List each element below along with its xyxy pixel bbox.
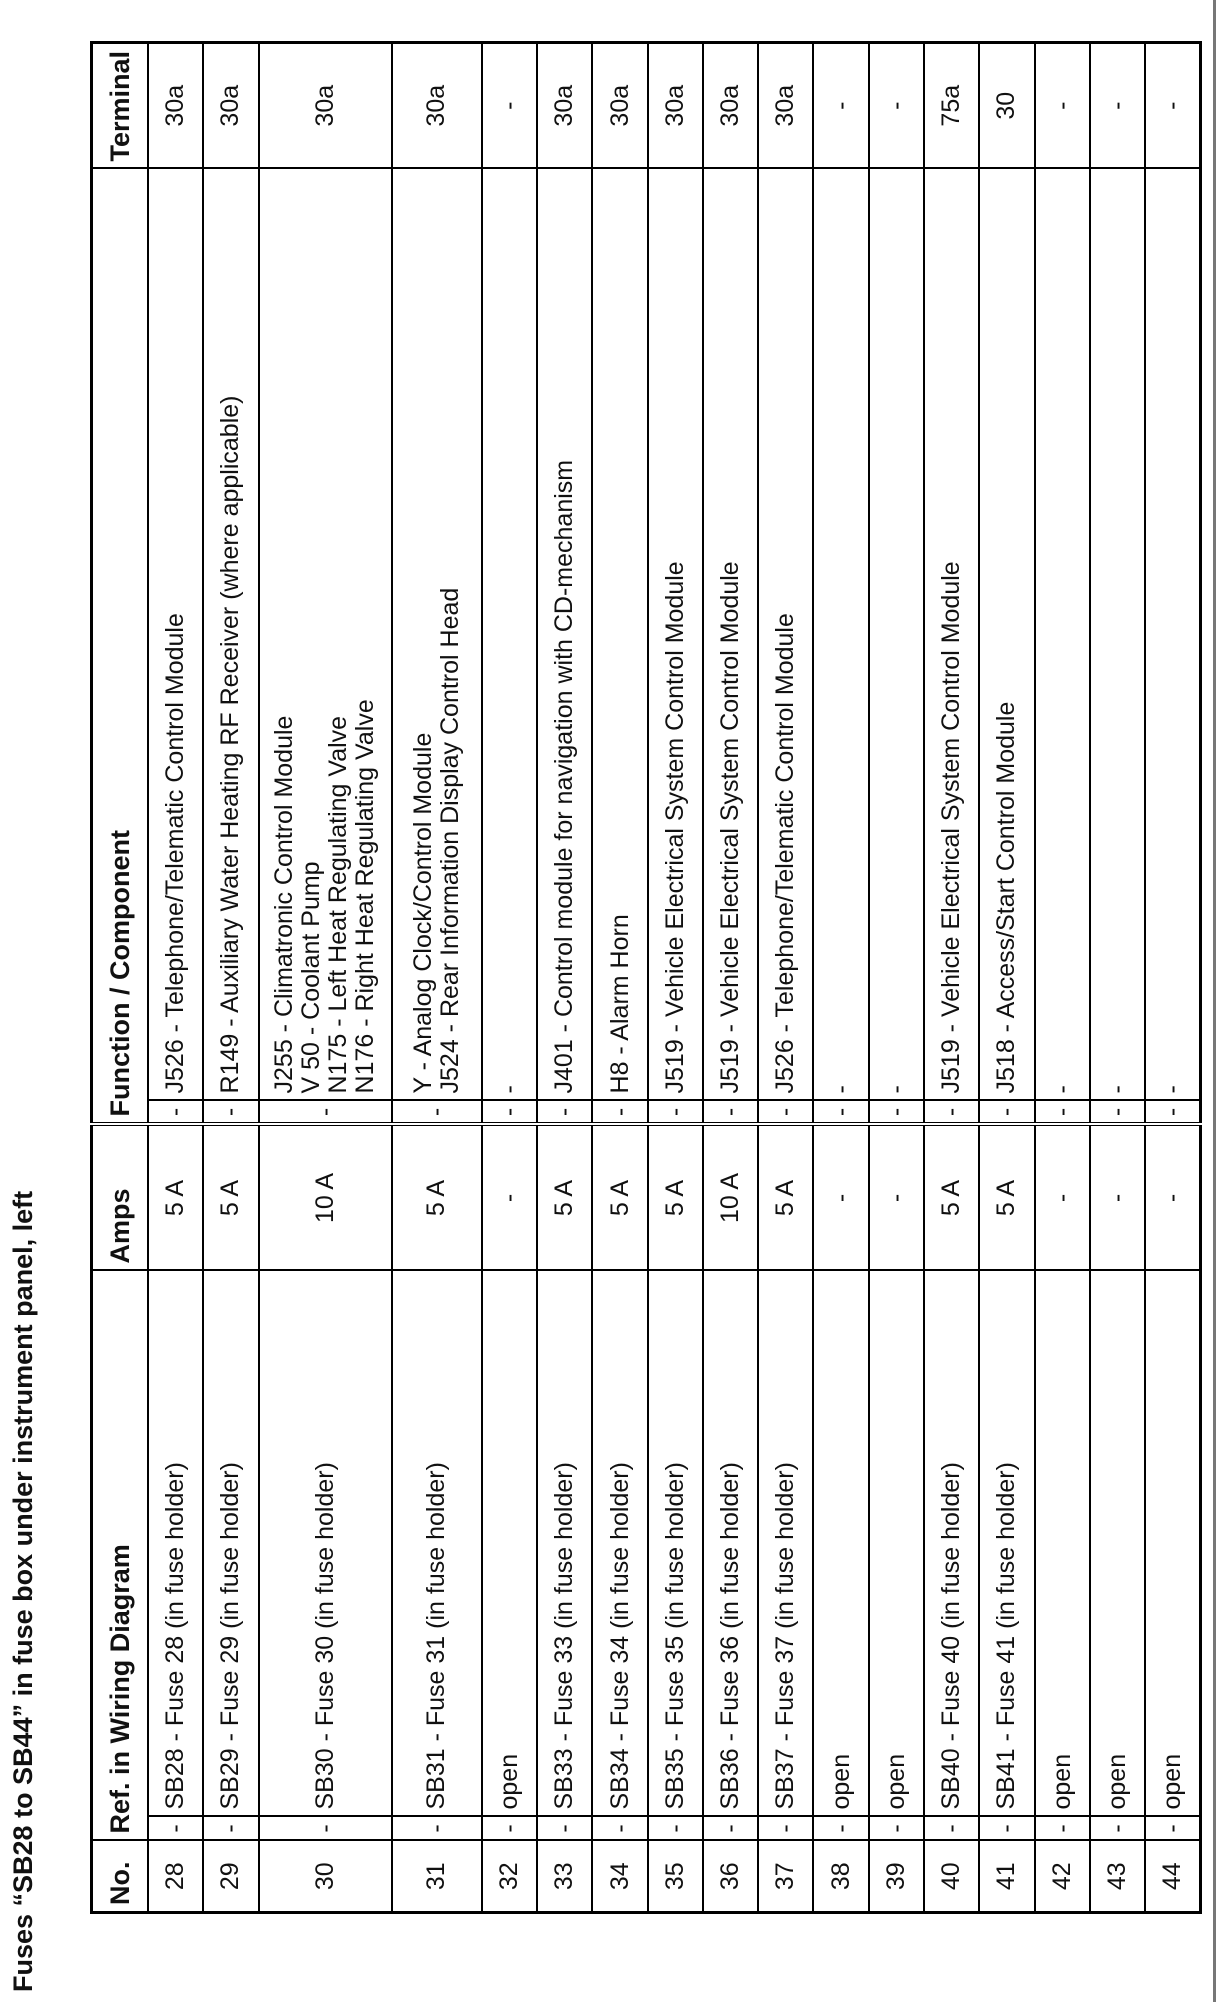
wiring-diagram-ref: SB28 - Fuse 28 (in fuse holder) <box>148 1270 203 1816</box>
wiring-diagram-ref: SB29 - Fuse 29 (in fuse holder) <box>203 1270 258 1816</box>
fuse-number: 36 <box>703 1841 758 1913</box>
function-component <box>1035 168 1090 1100</box>
function-line: Y - Analog Clock/Control Module <box>408 732 437 1094</box>
fuse-number: 33 <box>537 1841 592 1913</box>
function-component <box>537 168 592 1100</box>
terminal: 30a <box>259 42 392 168</box>
function-line: J519 - Vehicle Electrical System Control Module <box>716 561 745 1094</box>
table-row <box>758 42 813 1912</box>
table-row <box>203 42 258 1912</box>
dash-separator: - <box>813 1100 868 1124</box>
function-component <box>259 168 392 1100</box>
dash-separator: - <box>259 1100 392 1124</box>
dash-separator: - <box>869 1100 924 1124</box>
function-line: N175 - Left Heat Regulating Valve <box>324 715 353 1094</box>
dash-separator: - <box>1090 1100 1145 1124</box>
function-component <box>392 168 482 1100</box>
wiring-diagram-ref: SB37 - Fuse 37 (in fuse holder) <box>758 1270 813 1816</box>
fuse-number: 39 <box>869 1841 924 1913</box>
header-amps: Amps <box>92 1124 149 1270</box>
wiring-diagram-ref: open <box>813 1270 868 1816</box>
terminal: 30a <box>148 42 203 168</box>
dash-separator: - <box>979 1817 1034 1841</box>
dash-separator: - <box>537 1100 592 1124</box>
dash-separator: - <box>703 1100 758 1124</box>
fuse-number: 32 <box>482 1841 537 1913</box>
wiring-diagram-ref: SB35 - Fuse 35 (in fuse holder) <box>648 1270 703 1816</box>
function-component <box>592 168 647 1100</box>
header-ref: Ref. in Wiring Diagram <box>92 1270 149 1840</box>
terminal: 30a <box>392 42 482 168</box>
function-component <box>148 168 203 1100</box>
dash-separator: - <box>758 1817 813 1841</box>
dash-separator: - <box>758 1100 813 1124</box>
table-row <box>869 42 924 1912</box>
amperage: 5 A <box>758 1124 813 1270</box>
wiring-diagram-ref: SB41 - Fuse 41 (in fuse holder) <box>979 1270 1034 1816</box>
wiring-diagram-ref: open <box>1145 1270 1200 1816</box>
dash-separator: - <box>1035 1100 1090 1124</box>
function-line: H8 - Alarm Horn <box>605 914 634 1094</box>
amperage: - <box>869 1124 924 1270</box>
table-row <box>592 42 647 1912</box>
amperage: 5 A <box>392 1124 482 1270</box>
amperage: 5 A <box>648 1124 703 1270</box>
function-component <box>648 168 703 1100</box>
function-line: J526 - Telephone/Telematic Control Module <box>771 613 800 1094</box>
function-line: R149 - Auxiliary Water Heating RF Receiver (where applicable) <box>216 395 245 1094</box>
amperage: - <box>1035 1124 1090 1270</box>
amperage: - <box>1090 1124 1145 1270</box>
table-row <box>482 42 537 1912</box>
fuse-number: 44 <box>1145 1841 1200 1913</box>
fuse-number: 31 <box>392 1841 482 1913</box>
dash-separator: - <box>648 1100 703 1124</box>
amperage: 10 A <box>703 1124 758 1270</box>
amperage: 5 A <box>592 1124 647 1270</box>
table-body <box>148 42 1201 1912</box>
terminal: 30 <box>979 42 1034 168</box>
amperage: 5 A <box>979 1124 1034 1270</box>
wiring-diagram-ref: SB36 - Fuse 36 (in fuse holder) <box>703 1270 758 1816</box>
function-line: V 50 - Coolant Pump <box>297 861 326 1094</box>
terminal: 30a <box>537 42 592 168</box>
wiring-diagram-ref: open <box>482 1270 537 1816</box>
table-row <box>1035 42 1090 1912</box>
function-component <box>813 168 868 1100</box>
terminal: - <box>1145 42 1200 168</box>
terminal: 75a <box>924 42 979 168</box>
function-line: - <box>1158 1085 1187 1094</box>
function-component <box>203 168 258 1100</box>
amperage: - <box>813 1124 868 1270</box>
fuse-table <box>90 41 1202 1914</box>
function-component <box>703 168 758 1100</box>
dash-separator: - <box>1145 1100 1200 1124</box>
amperage: 10 A <box>259 1124 392 1270</box>
amperage: 5 A <box>537 1124 592 1270</box>
terminal: - <box>813 42 868 168</box>
dash-separator: - <box>703 1817 758 1841</box>
fuse-number: 28 <box>148 1841 203 1913</box>
function-component <box>1090 168 1145 1100</box>
dash-separator: - <box>592 1100 647 1124</box>
terminal: 30a <box>203 42 258 168</box>
fuse-number: 42 <box>1035 1841 1090 1913</box>
table-row <box>813 42 868 1912</box>
dash-separator: - <box>869 1817 924 1841</box>
dash-separator: - <box>648 1817 703 1841</box>
fuse-number: 40 <box>924 1841 979 1913</box>
fuse-number: 34 <box>592 1841 647 1913</box>
dash-separator: - <box>924 1817 979 1841</box>
dash-separator: - <box>392 1100 482 1124</box>
header-function: Function / Component <box>92 168 149 1124</box>
dash-separator: - <box>924 1100 979 1124</box>
function-line: J519 - Vehicle Electrical System Control Module <box>937 561 966 1094</box>
function-line: J524 - Rear Information Display Control Head <box>435 587 464 1094</box>
wiring-diagram-ref: SB40 - Fuse 40 (in fuse holder) <box>924 1270 979 1816</box>
function-line: - <box>826 1085 855 1094</box>
header-no: No. <box>92 1841 149 1913</box>
terminal: 30a <box>592 42 647 168</box>
function-component <box>482 168 537 1100</box>
fuse-number: 35 <box>648 1841 703 1913</box>
amperage: 5 A <box>203 1124 258 1270</box>
table-row <box>703 42 758 1912</box>
wiring-diagram-ref: open <box>1090 1270 1145 1816</box>
function-line: J255 - Climatronic Control Module <box>270 715 299 1094</box>
function-component <box>979 168 1034 1100</box>
dash-separator: - <box>482 1817 537 1841</box>
function-line: - <box>495 1085 523 1094</box>
function-line: - <box>1102 1085 1131 1094</box>
table-row <box>924 42 979 1912</box>
terminal: - <box>482 42 537 168</box>
dash-separator: - <box>482 1100 537 1124</box>
table-row <box>537 42 592 1912</box>
terminal: - <box>1090 42 1145 168</box>
function-line: J518 - Access/Start Control Module <box>992 701 1021 1094</box>
table-row <box>979 42 1034 1912</box>
table-row <box>148 42 203 1912</box>
dash-separator: - <box>1145 1817 1200 1841</box>
dash-separator: - <box>203 1817 258 1841</box>
wiring-diagram-ref: SB31 - Fuse 31 (in fuse holder) <box>392 1270 482 1816</box>
function-line: J401 - Control module for navigation with CD-mechanism <box>550 459 579 1094</box>
dash-separator: - <box>148 1100 203 1124</box>
amperage: - <box>482 1124 537 1270</box>
terminal: - <box>1035 42 1090 168</box>
amperage: - <box>1145 1124 1200 1270</box>
function-component <box>924 168 979 1100</box>
wiring-diagram-ref: SB34 - Fuse 34 (in fuse holder) <box>592 1270 647 1816</box>
dash-separator: - <box>203 1100 258 1124</box>
terminal: 30a <box>758 42 813 168</box>
fuse-number: 38 <box>813 1841 868 1913</box>
wiring-diagram-ref: open <box>1035 1270 1090 1816</box>
function-line: J519 - Vehicle Electrical System Control Module <box>660 561 689 1094</box>
fuse-number: 30 <box>259 1841 392 1913</box>
function-component <box>1145 168 1200 1100</box>
function-line: N176 - Right Heat Regulating Valve <box>351 699 380 1094</box>
fuse-number: 43 <box>1090 1841 1145 1913</box>
terminal: 30a <box>648 42 703 168</box>
dash-separator: - <box>813 1817 868 1841</box>
dash-separator: - <box>979 1100 1034 1124</box>
table-row <box>1090 42 1145 1912</box>
function-component <box>758 168 813 1100</box>
function-line: - <box>1047 1085 1076 1094</box>
table-row <box>648 42 703 1912</box>
dash-separator: - <box>592 1817 647 1841</box>
dash-separator: - <box>148 1817 203 1841</box>
header-terminal: Terminal <box>92 42 149 168</box>
dash-separator: - <box>1090 1817 1145 1841</box>
fuse-number: 29 <box>203 1841 258 1913</box>
wiring-diagram-ref: SB30 - Fuse 30 (in fuse holder) <box>259 1270 392 1816</box>
terminal: - <box>869 42 924 168</box>
dash-separator: - <box>537 1817 592 1841</box>
fuse-number: 41 <box>979 1841 1034 1913</box>
page-title: Fuses “SB28 to SB44” in fuse box under instrument panel, left <box>8 1190 38 1992</box>
function-line: - <box>881 1085 910 1094</box>
amperage: 5 A <box>148 1124 203 1270</box>
table-row <box>392 42 482 1912</box>
dash-separator: - <box>1035 1817 1090 1841</box>
function-line: J526 - Telephone/Telematic Control Module <box>161 613 190 1094</box>
table-row <box>1145 42 1200 1912</box>
wiring-diagram-ref: SB33 - Fuse 33 (in fuse holder) <box>537 1270 592 1816</box>
wiring-diagram-ref: open <box>869 1270 924 1816</box>
dash-separator: - <box>259 1817 392 1841</box>
terminal: 30a <box>703 42 758 168</box>
header-row <box>92 42 149 1912</box>
function-component <box>869 168 924 1100</box>
dash-separator: - <box>392 1817 482 1841</box>
table-row <box>259 42 392 1912</box>
fuse-number: 37 <box>758 1841 813 1913</box>
amperage: 5 A <box>924 1124 979 1270</box>
